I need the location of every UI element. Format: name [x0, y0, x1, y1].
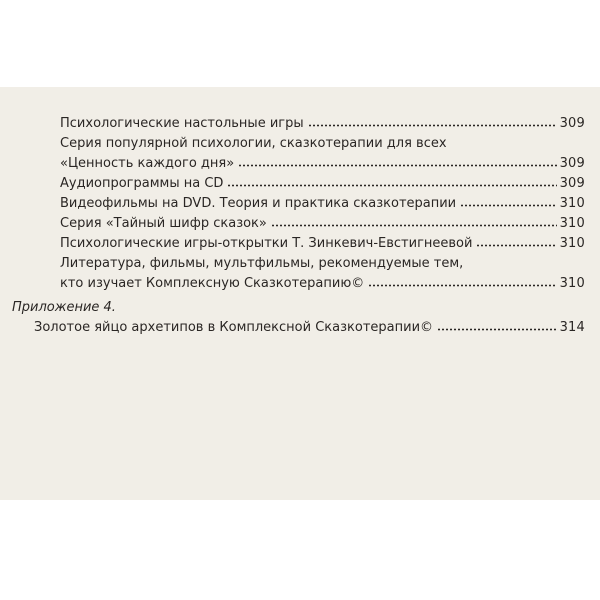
dot-leader	[227, 176, 556, 187]
toc-entry-page: 310	[559, 216, 585, 231]
toc-entry	[60, 214, 585, 234]
toc-entry-page: 309	[559, 116, 585, 131]
toc-entry-title: Психологические игры-открытки Т. Зинкевич-Евстигнеевой	[60, 236, 473, 251]
toc-entry	[60, 274, 585, 294]
toc-entry-title: Аудиопрограммы на CD	[60, 176, 224, 191]
dot-leader	[308, 116, 557, 127]
toc-entry-title: Видеофильмы на DVD. Теория и практика сказкотерапии	[60, 196, 457, 211]
toc-entry-title: «Ценность каждого дня»	[60, 156, 235, 171]
toc-entry-page: 310	[559, 276, 585, 291]
toc-entry-page: 314	[559, 320, 585, 335]
toc-entry	[60, 254, 585, 274]
appendix-heading-text: Приложение 4.	[12, 300, 116, 315]
toc-entry-page: 309	[559, 156, 585, 171]
dot-leader	[368, 276, 556, 287]
appendix-heading	[12, 298, 585, 318]
dot-leader	[437, 320, 557, 331]
toc-entry	[60, 194, 585, 214]
dot-leader	[238, 156, 556, 167]
toc-entry-title: Литература, фильмы, мультфильмы, рекомендуемые тем,	[60, 256, 464, 271]
toc-entry-title: Золотое яйцо архетипов в Комплексной Сказкотерапии©	[34, 320, 434, 335]
toc-entry-title: Серия «Тайный шифр сказок»	[60, 216, 267, 231]
toc-entry	[34, 318, 585, 338]
toc-entry	[60, 234, 585, 254]
toc-entry-page: 310	[559, 236, 585, 251]
toc-entry	[60, 154, 585, 174]
toc-entry	[60, 114, 585, 134]
toc-entry	[60, 174, 585, 194]
dot-leader	[271, 216, 557, 227]
toc-entry-page: 310	[559, 196, 585, 211]
toc-entry	[60, 134, 585, 154]
toc-page-scan	[0, 87, 600, 500]
dot-leader	[476, 236, 556, 247]
toc-entry-title: Серия популярной психологии, сказкотерапии для всех	[60, 136, 447, 151]
dot-leader	[460, 196, 556, 207]
toc-entry-page: 309	[559, 176, 585, 191]
toc-entry-title: кто изучает Комплексную Сказкотерапию©	[60, 276, 365, 291]
toc-entry-title: Психологические настольные игры	[60, 116, 304, 131]
